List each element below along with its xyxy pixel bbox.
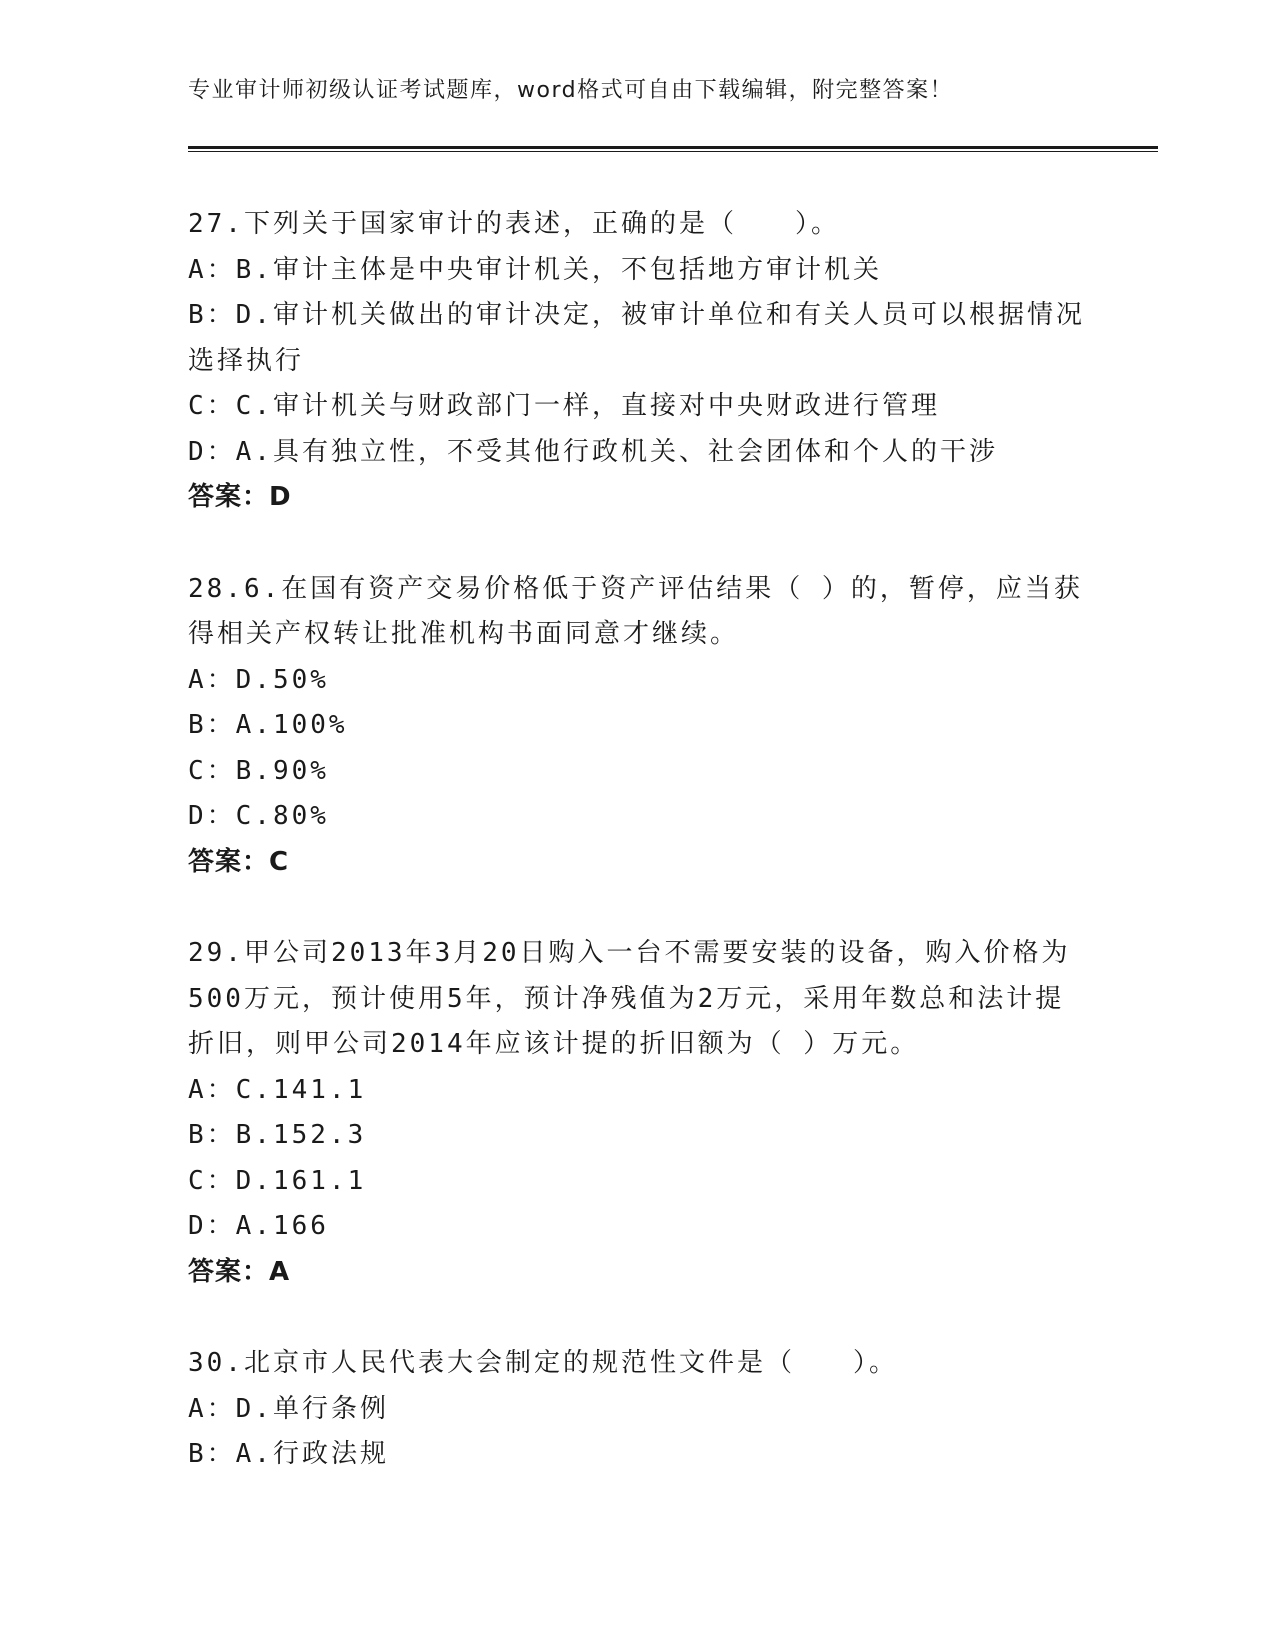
option-d: D：A.具有独立性，不受其他行政机关、社会团体和个人的干涉 [188,436,998,467]
question-stem: 30.北京市人民代表大会制定的规范性文件是（ ）。 [188,1348,898,1378]
option-a: A：B.审计主体是中央审计机关，不包括地方审计机关 [188,254,882,285]
question-stem: 29.甲公司2013年3月20日购入一台不需要安装的设备，购入价格为500万元，预计使用5年，预计净残值为2万元，采用年数总和法计提折旧，则甲公司2014年应该计提的折旧额为（ ）万元。 [188,938,1071,1059]
option-d: D：C.80% [188,801,329,831]
question-stem: 28.6.在国有资产交易价格低于资产评估结果（ ）的，暂停，应当获得相关产权转让批准机构书面同意才继续。 [188,573,1083,649]
option-c: C：C.审计机关与财政部门一样，直接对中央财政进行管理 [188,391,940,421]
option-b: B：A.行政法规 [188,1439,389,1469]
option-a: A：D.50% [188,664,329,695]
option-c: C：D.161.1 [188,1165,367,1196]
option-b: B：A.100% [188,710,348,740]
option-a: A：D.单行条例 [188,1393,389,1424]
header-divider-thin [188,151,1158,152]
question-29 [188,931,1088,1295]
option-a: A：C.141.1 [188,1074,367,1105]
question-30 [188,1341,1088,1478]
page-header: 专业审计师初级认证考试题库，word格式可自由下载编辑，附完整答案！ [188,78,954,103]
question-27 [188,202,1088,521]
option-b: B：B.152.3 [188,1120,367,1150]
answer-line: 答案：D [188,482,292,512]
option-b: B：D.审计机关做出的审计决定，被审计单位和有关人员可以根据情况选择执行 [188,300,1085,376]
header-divider-thick [188,146,1158,149]
option-c: C：B.90% [188,755,329,786]
question-list [188,202,1088,1524]
answer-line: 答案：A [188,1256,291,1287]
answer-line: 答案：C [188,846,290,877]
question-stem: 27.下列关于国家审计的表述，正确的是（ ）。 [188,209,840,239]
question-28 [188,567,1088,886]
option-d: D：A.166 [188,1211,329,1241]
